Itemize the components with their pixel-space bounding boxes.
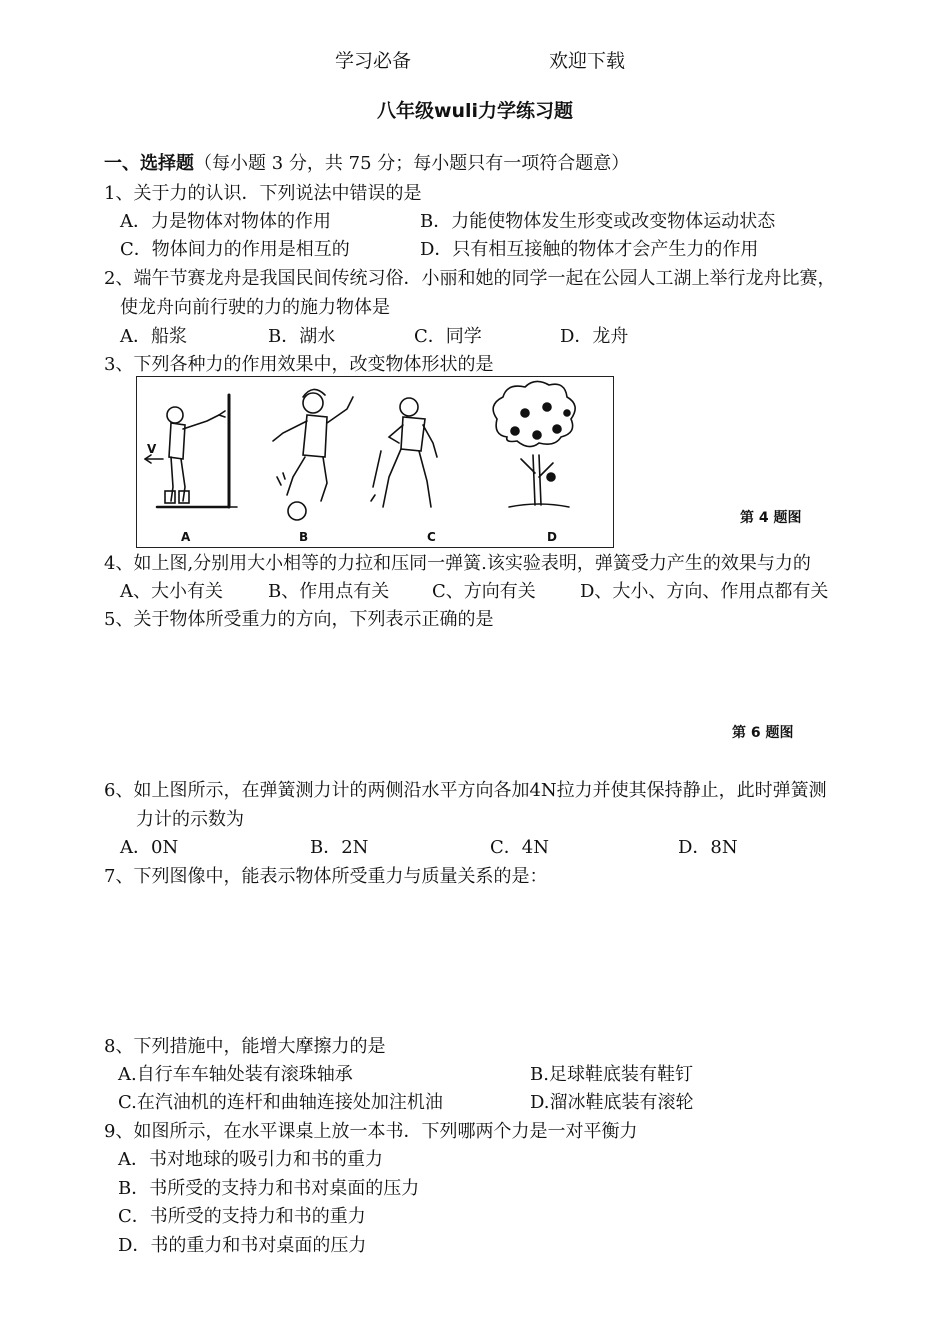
- q2-option-a: A．船浆: [120, 326, 187, 347]
- header-right: 欢迎下载: [549, 50, 626, 72]
- q8-option-b: B.足球鞋底装有鞋钉: [530, 1064, 693, 1085]
- figure-c-person-pressing: [371, 398, 437, 507]
- q6-option-b: B．2N: [310, 837, 369, 858]
- q4-option-b: B、作用点有关: [268, 581, 390, 602]
- figure-a-person-pushing-wall: [145, 395, 237, 507]
- q6-stem-2: 力计的示数为: [136, 809, 244, 830]
- q9-option-b: B．书所受的支持力和书对桌面的压力: [118, 1178, 420, 1199]
- q6-option-c: C．4N: [490, 837, 549, 858]
- fig4-caption: 第 4 题图: [740, 510, 802, 526]
- q8-option-d: D.溜冰鞋底装有滚轮: [530, 1092, 694, 1113]
- q2-stem-2: 使龙舟向前行驶的力的施力物体是: [120, 297, 390, 318]
- q9-option-a: A．书对地球的吸引力和书的重力: [118, 1149, 383, 1170]
- fig6-caption: 第 6 题图: [732, 725, 794, 741]
- page-title: [0, 96, 950, 123]
- section-label: 一、选择题: [104, 153, 194, 174]
- q2-option-c: C．同学: [414, 326, 482, 347]
- section-heading: [104, 152, 629, 176]
- q1-option-b: B．力能使物体发生形变或改变物体运动状态: [420, 211, 776, 232]
- q1-option-d: D．只有相互接触的物体才会产生力的作用: [420, 239, 759, 260]
- page-title-text: 八年级wuli力学练习题: [376, 100, 574, 122]
- q9-option-c: C．书所受的支持力和书的重力: [118, 1206, 366, 1227]
- q2-stem-1: 2、端午节赛龙舟是我国民间传统习俗．小丽和她的同学一起在公园人工湖上举行龙舟比赛，: [104, 268, 836, 289]
- q3-figure: [136, 376, 614, 548]
- header-left: 学习必备: [335, 50, 412, 72]
- q1-option-c: C．物体间力的作用是相互的: [120, 239, 350, 260]
- q6-option-d: D．8N: [678, 837, 738, 858]
- q6-stem-1: 6、如上图所示，在弹簧测力计的两侧沿水平方向各加4N拉力并使其保持静止，此时弹簧测: [104, 780, 827, 801]
- figure-label-c: C: [427, 530, 436, 544]
- q8-stem: 8、下列措施中，能增大摩擦力的是: [104, 1036, 386, 1057]
- q5-stem: 5、关于物体所受重力的方向，下列表示正确的是: [104, 609, 494, 630]
- figure-label-b: B: [299, 530, 309, 544]
- section-note: （每小题 3 分，共 75 分；每小题只有一项符合题意）: [194, 153, 630, 174]
- q7-stem: 7、下列图像中，能表示物体所受重力与质量关系的是：: [104, 866, 548, 887]
- q8-option-c: C.在汽油机的连杆和曲轴连接处加注机油: [118, 1092, 443, 1113]
- q2-option-b: B．湖水: [268, 326, 336, 347]
- figure-d-apple-tree: [493, 381, 575, 507]
- figure-label-a: A: [181, 530, 191, 544]
- q4-stem: 4、如上图,分别用大小相等的力拉和压同一弹簧.该实验表明，弹簧受力产生的效果与力的: [104, 553, 811, 574]
- figure-b-kicking-ball: [273, 389, 353, 520]
- q9-stem: 9、如图所示，在水平课桌上放一本书．下列哪两个力是一对平衡力: [104, 1121, 638, 1142]
- q6-option-a: A．0N: [120, 837, 179, 858]
- q4-option-c: C、方向有关: [432, 581, 536, 602]
- figure-a-v-label: V: [147, 442, 157, 456]
- q8-option-a: A.自行车车轴处装有滚珠轴承: [118, 1064, 353, 1085]
- q3-stem: 3、下列各种力的作用效果中，改变物体形状的是: [104, 354, 494, 375]
- q9-option-d: D．书的重力和书对桌面的压力: [118, 1235, 367, 1256]
- q4-option-d: D、大小、方向、作用点都有关: [580, 581, 829, 602]
- q4-option-a: A、大小有关: [120, 581, 223, 602]
- figure-label-d: D: [547, 530, 557, 544]
- q3-figure-drawing: [137, 377, 613, 547]
- q1-stem: 1、关于力的认识．下列说法中错误的是: [104, 183, 422, 204]
- q2-option-d: D．龙舟: [560, 326, 629, 347]
- q1-option-a: A．力是物体对物体的作用: [120, 211, 331, 232]
